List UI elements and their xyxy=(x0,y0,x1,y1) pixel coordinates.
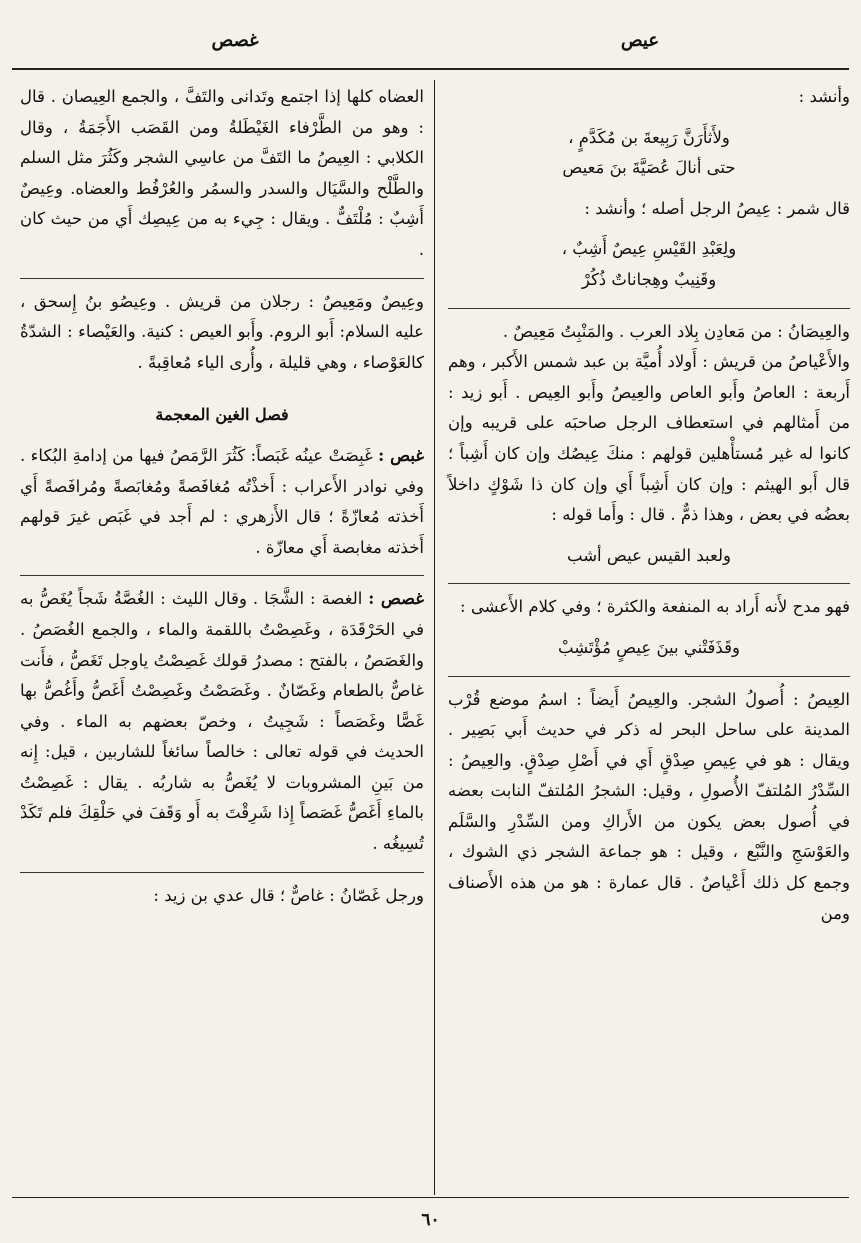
entry-text: العِيصُ : أُصولُ الشجر. والعِيصُ أَيضاً : اسمُ موضع قُرْب المدينة على ساحل البحر له ذكر في حديث أَبي بَصِير . ويقال : هو في عِيصِ صِدْقٍ أَي في أَصْلِ صِدْقٍ. والعِيصُ : السِّدْرُ المُلتفّ الأُصولِ ، وقيل: الشجرُ المُلتفّ النابت بعضه في أُصول بعض يكون من الأَراكِ ومن السِّدْرِ والسَّلَم والعَوْسَجِ والنَّبْع ، وقيل : هو جماعة الشجر ذي الشوك ، وجمع كل ذلك أَعْياصٌ . قال عمارة : هو من هذه الأَصناف ومن xyxy=(448,689,850,923)
headword: غبص : xyxy=(378,445,424,465)
verse-line: ولأَثأَرَنَّ رَبِيعةَ بن مُكَدَّمٍ ، xyxy=(568,127,730,147)
running-header-left: غصص xyxy=(211,30,259,51)
entry-text: العضاه كلها إذا اجتمع وتَدانى والتَفَّ ، والجمع العِيصان . قال : وهو من الطَّرْفاء الغَيْطَلةُ ومن القَصَب الأَجَمَةُ ، وقال الكلابي : العِيصُ ما التَفَّ من عاسِي الشجر وكَثُرَ مثل السلم والطَّلْح والسَّيَال والسدر والسمُر والعُرْفُط والعضاه. وعِيصٌ أَشِبٌ : مُلْتَفٌّ . ويقال : جِيء به من عِيصِك أَي من حيث كان . xyxy=(20,87,424,259)
entry-text: وأنشد : xyxy=(798,87,850,106)
page-number: ٦٠ xyxy=(421,1210,440,1230)
header-rule xyxy=(12,68,849,70)
verse-line: حتى أنالَ عُصَيَّةَ بنَ مَعيص xyxy=(562,158,736,178)
right-column xyxy=(448,82,850,929)
entry-body: الغصة : الشَّجَا . وقال الليث : الغُصَّةُ شَجاً يُغَصُّ به في الحَرْقَدَة ، وغَصِصْتُ باللقمة والماء ، والجمع الغُصَصُ . والغَصَصُ ، بالفتح : مصدرُ قولك غَصِصْتُ ياوجل تَغَصُّ ، فأَنت غاصٌّ بالطعام وغَصّانٌ . وغَصَصْتُ وغَصِصْتُ أَغَصُّ وأَغُصُّ بها غَصًّا وغَصَصاً : شَجِيتُ ، وخصّ بعضهم به الماء . وفي الحديث في قوله تعالى : خالصاً سائغاً للشاربين ، قيل: إِنه من بَينِ المشروبات لا يُغَصُّ به شاربُه . يقال : غَصِصْتُ بالماءِ أَغَصُّ غَصَصاً إِذا شَرِقْتَ به أَو وَقَفَ في حَلْقِكَ فلم تَكَدْ تُسِيغُه . xyxy=(20,589,424,854)
verse-line: وقَذَفَتْني بينَ عِيصٍ مُؤْتَشِبْ xyxy=(558,637,740,657)
footer-rule xyxy=(12,1197,849,1198)
entry-separator xyxy=(448,308,850,309)
entry-separator xyxy=(20,278,424,279)
entry-text: والعِيصَانُ : من مَعادِن بِلاد العرب . والمَنْبِتُ مَعِيصٌ . xyxy=(502,321,850,341)
entry-separator xyxy=(448,583,850,584)
section-title: فصل الغين المعجمة xyxy=(155,405,289,425)
headword: غصص : xyxy=(368,589,424,609)
entry-text xyxy=(20,441,424,563)
entry-body: غَبِصَتْ عينُه غَبَصاً: كَثُرَ الرَّمَصُ فيها من إدامةِ البُكاء . وفي نوادر الأَعراب : أَخذْتُه مُغافَصةً ومُغابَصةً ومُرافَصةً أَي أَخذته مُعازّةً ؛ قال الأَزهري : لم أَجد في غَبَص غيرَ قولهم أَخذته مغابصة أَي معازّة . xyxy=(20,445,424,557)
entry-separator xyxy=(448,676,850,677)
entry-text xyxy=(20,584,424,859)
verse-line: وقَنِيبٌ وهِجاناتٌ ذُكُرْ xyxy=(581,269,717,289)
verse-line: ولِعَبْدِ القَيْسِ عِيصٌ أَشِبٌ ، xyxy=(561,239,737,259)
entry-text: قال شمر : عِيصُ الرجل أصله ؛ وأنشد : xyxy=(584,198,850,218)
entry-text: فهو مدح لأَنه أَراد به المنفعة والكثرة ؛ وفي كلام الأَعشى : xyxy=(460,597,850,617)
left-column xyxy=(20,82,424,911)
column-divider xyxy=(434,80,435,1195)
verse-line: ولعبد القيس عيص أشب xyxy=(567,545,731,565)
entry-text: وعِيصٌ ومَعِيصٌ : رجلان من قريش . وعِيصُو بنُ إِسحق ، عليه السلام: أَبو الروم. وأَبو العيص : كنية. والعَيْصاء : الشدّةُ كالعَوْصاء ، وهي قليلة ، وأُرى الياء مُعاقِبةً . xyxy=(20,291,424,372)
entry-separator xyxy=(20,872,424,873)
entry-text: ورجل غَصّانُ : غاصٌّ ؛ قال عدي بن زيد : xyxy=(153,885,424,905)
running-header-right: عيص xyxy=(620,30,660,51)
entry-text: والأَعْياصُ من قريش : أَولاد أُميَّة بن عبد شمس الأَكبر ، وهم أَربعة : العاصُ وأَبو العاص والعِيصُ وأَبو العِيص . أَبو زيد : من أَمثالهم في استعطاف الرجل صاحبَه على قريبه وإن كانوا له غير مُستأْهلين قولهم : منكَ عِيصُك وإن كان أَشِباً ؛ قال أَبو الهيثم : وإن كان أَشِباً أَي وإن كان ذا شَوْكٍ داخلاً بعضُه في بعض ، وهذا ذمٌّ . قال : وأَما قوله : xyxy=(448,352,850,525)
entry-separator xyxy=(20,575,424,576)
